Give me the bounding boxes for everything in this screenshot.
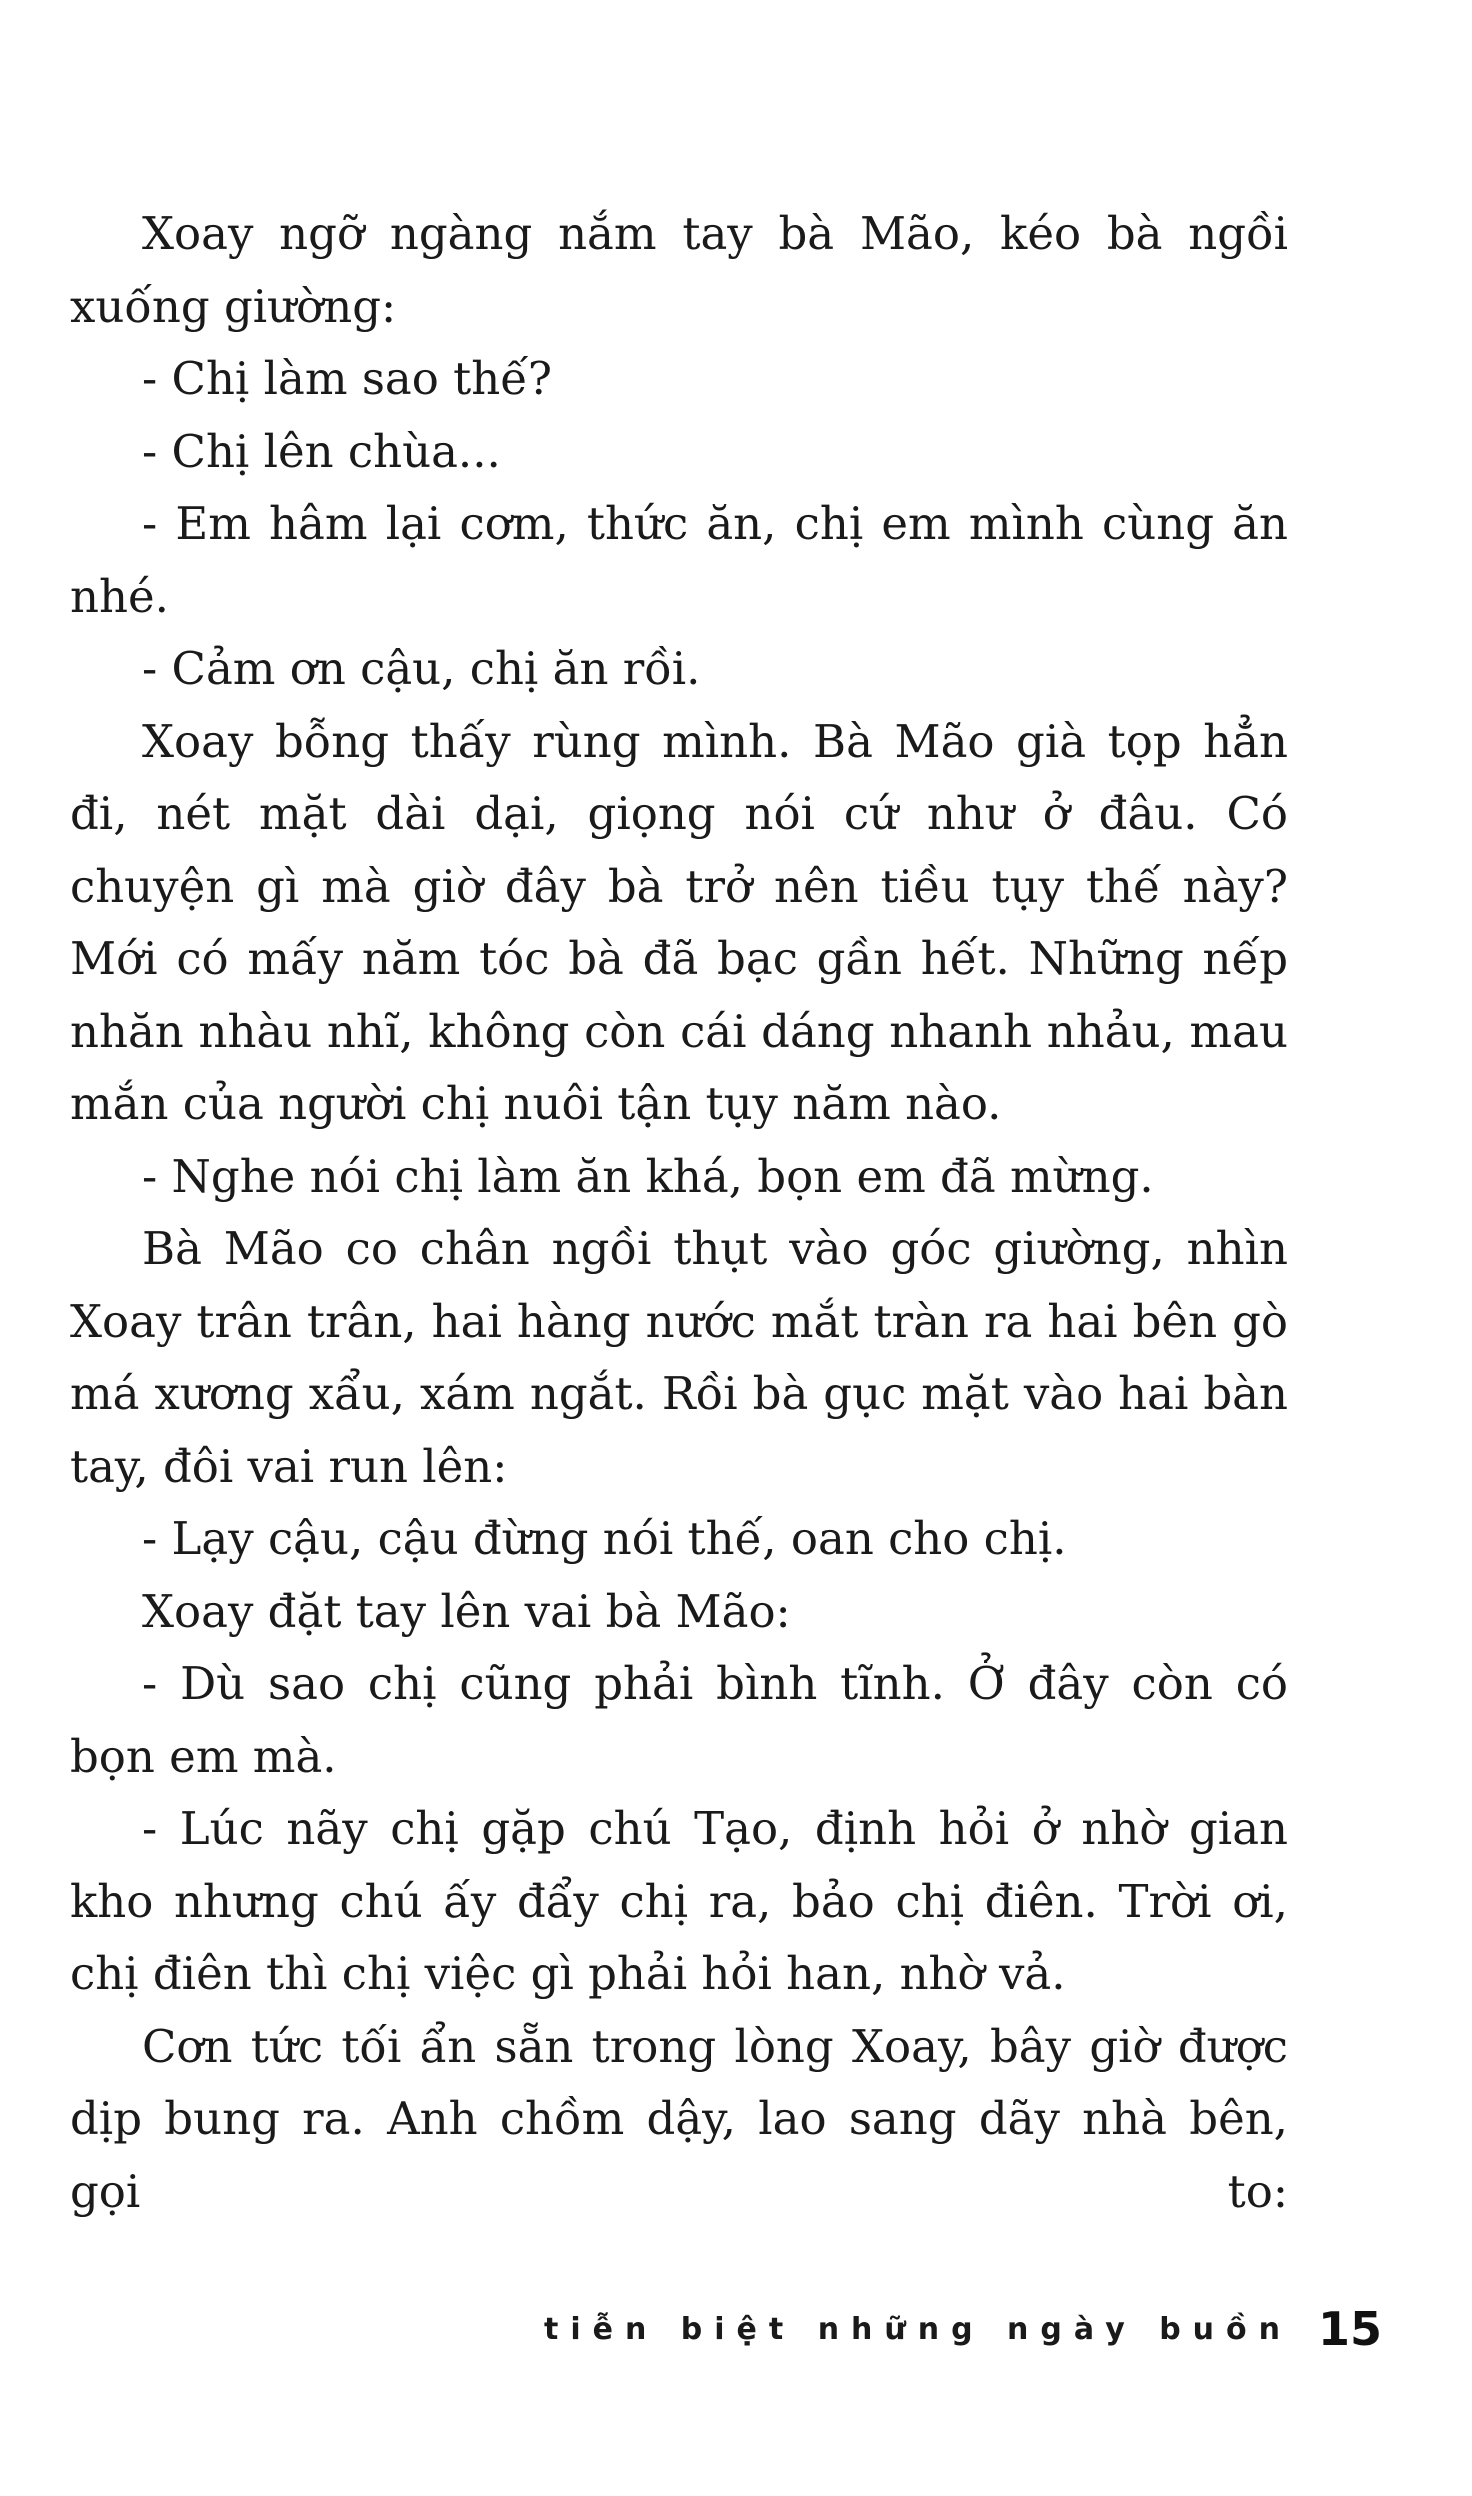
dialogue-line: - Nghe nói chị làm ăn khá, bọn em đã mừng. [142, 1149, 1154, 1203]
dialogue-line: - Lạy cậu, cậu đừng nói thế, oan cho chị. [142, 1512, 1067, 1565]
body-text [70, 198, 1288, 2228]
page-footer [0, 2296, 1472, 2376]
dialogue-line: - Chị làm sao thế? [142, 352, 553, 405]
dialogue-line: - Lúc nãy chị gặp chú Tạo, định hỏi ở nhờ gian kho nhưng chú ấy đẩy chị ra, bảo chị điên. Trời ơi, chị điên thì chị việc gì phải hỏi han, nhờ vả. [70, 1802, 1288, 2000]
dialogue-line: - Cảm ơn cậu, chị ăn rồi. [142, 642, 701, 695]
paragraph: Cơn tức tối ẩn sẵn trong lòng Xoay, bây giờ được dịp bung ra. Anh chồm dậy, lao sang dãy nhà bên, gọi to: [70, 2019, 1288, 2218]
dialogue-line: - Dù sao chị cũng phải bình tĩnh. Ở đây còn có bọn em mà. [70, 1657, 1288, 1783]
dialogue-line: - Em hâm lại cơm, thức ăn, chị em mình cùng ăn nhé. [70, 497, 1288, 623]
dialogue-line: - Chị lên chùa... [142, 424, 501, 478]
paragraph: Xoay đặt tay lên vai bà Mão: [142, 1584, 791, 1638]
paragraph: Xoay bỗng thấy rùng mình. Bà Mão già tọp hẳn đi, nét mặt dài dại, giọng nói cứ như ở đâu. Có chuyện gì mà giờ đây bà trở nên tiều tụy thế này? Mới có mấy năm tóc bà đã bạc gần hết. Những nếp nhăn nhàu nhĩ, không còn cái dáng nhanh nhảu, mau mắn của người chị nuôi tận tụy năm nào. [70, 714, 1288, 1130]
paragraph: Xoay ngỡ ngàng nắm tay bà Mão, kéo bà ngồi xuống giường: [70, 207, 1288, 333]
paragraph: Bà Mão co chân ngồi thụt vào góc giường, nhìn Xoay trân trân, hai hàng nước mắt tràn ra hai bên gò má xương xẩu, xám ngắt. Rồi bà gục mặt vào hai bàn tay, đôi vai run lên: [70, 1222, 1288, 1493]
running-title: tiễn biệt những ngày buồn [544, 2312, 1292, 2347]
page-number: 15 [1317, 2302, 1382, 2356]
